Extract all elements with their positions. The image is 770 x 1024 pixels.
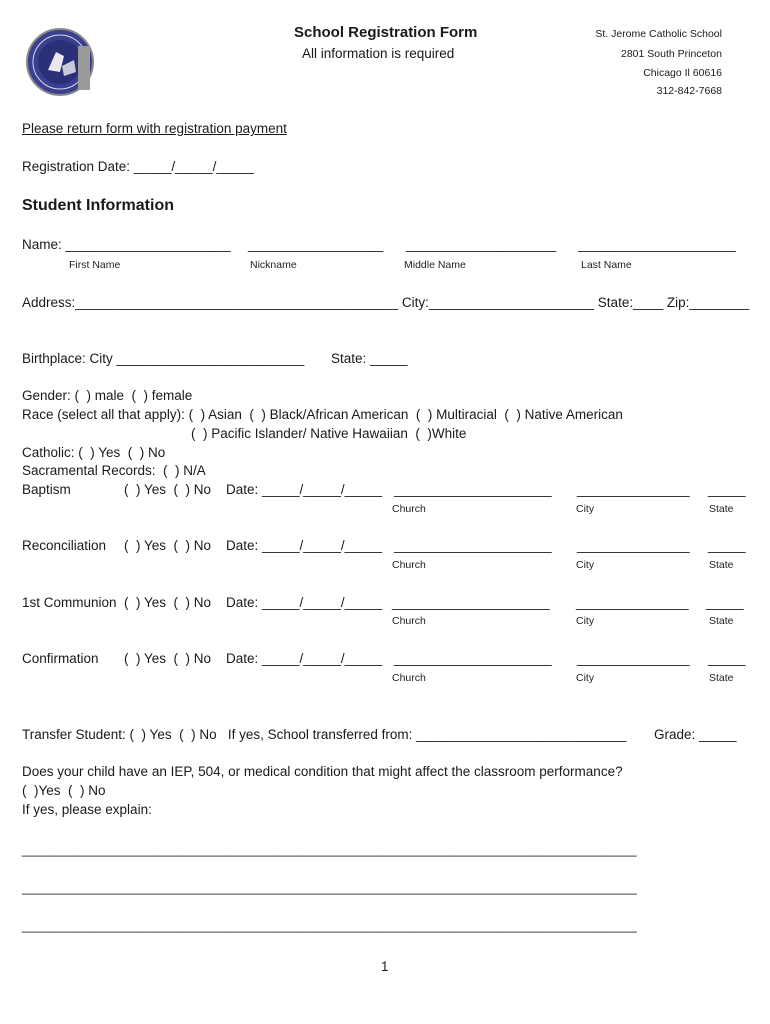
sacrament-church-field[interactable]: _____________________ bbox=[394, 538, 552, 553]
iep-explain-label: If yes, please explain: bbox=[22, 802, 152, 817]
city-caption: City bbox=[576, 672, 595, 684]
sacrament-state-field[interactable]: _____ bbox=[708, 651, 746, 666]
sacrament-name: Reconciliation bbox=[22, 538, 107, 553]
grade-field[interactable]: Grade: _____ bbox=[654, 727, 737, 742]
sacrament-city-field[interactable]: _______________ bbox=[577, 538, 690, 553]
sacrament-church-field[interactable]: _____________________ bbox=[394, 651, 552, 666]
nickname-field[interactable]: __________________ bbox=[248, 237, 384, 252]
nickname-caption: Nickname bbox=[250, 259, 297, 271]
church-caption: Church bbox=[392, 559, 426, 571]
middle-name-field[interactable]: ____________________ bbox=[406, 237, 557, 252]
sacrament-city-field[interactable]: _______________ bbox=[577, 651, 690, 666]
school-seal-logo bbox=[26, 26, 98, 98]
birthplace-state-field[interactable]: State: _____ bbox=[331, 351, 408, 366]
transfer-student-row[interactable]: Transfer Student: ( ) Yes ( ) No If yes, School transferred from: ____________________________ bbox=[22, 727, 627, 742]
sacrament-name: 1st Communion bbox=[22, 595, 117, 610]
sacrament-choices[interactable]: ( ) Yes ( ) No bbox=[124, 538, 212, 553]
form-subtitle: All information is required bbox=[302, 46, 455, 61]
city-caption: City bbox=[576, 559, 595, 571]
sacrament-date-field[interactable]: Date: _____/_____/_____ bbox=[226, 651, 383, 666]
return-note: Please return form with registration payment bbox=[22, 121, 287, 136]
race-options-row1[interactable]: Race (select all that apply): ( ) Asian ( ) Black/African American ( ) Multiracial ( ) Native American bbox=[22, 407, 623, 422]
school-name: St. Jerome Catholic School bbox=[595, 28, 722, 40]
page-number: 1 bbox=[381, 959, 389, 974]
sacrament-state-field[interactable]: _____ bbox=[706, 595, 744, 610]
state-caption: State bbox=[709, 559, 734, 571]
explain-line[interactable]: _____________________________________________________________________________________ bbox=[22, 842, 637, 857]
sacramental-records-options[interactable]: Sacramental Records: ( ) N/A bbox=[22, 463, 206, 478]
birthplace-city-field[interactable]: Birthplace: City _________________________ bbox=[22, 351, 305, 366]
city-caption: City bbox=[576, 615, 595, 627]
sacrament-date-field[interactable]: Date: _____/_____/_____ bbox=[226, 595, 383, 610]
registration-date-field[interactable]: Registration Date: _____/_____/_____ bbox=[22, 159, 254, 174]
student-information-heading: Student Information bbox=[22, 197, 174, 214]
sacrament-name: Baptism bbox=[22, 482, 71, 497]
catholic-options[interactable]: Catholic: ( ) Yes ( ) No bbox=[22, 445, 166, 460]
church-caption: Church bbox=[392, 615, 426, 627]
school-address-line2: Chicago Il 60616 bbox=[643, 67, 722, 79]
church-caption: Church bbox=[392, 672, 426, 684]
state-caption: State bbox=[709, 672, 734, 684]
last-name-caption: Last Name bbox=[581, 259, 632, 271]
sacrament-state-field[interactable]: _____ bbox=[708, 538, 746, 553]
sacrament-choices[interactable]: ( ) Yes ( ) No bbox=[124, 651, 212, 666]
sacrament-date-field[interactable]: Date: _____/_____/_____ bbox=[226, 482, 383, 497]
race-options-row2[interactable]: ( ) Pacific Islander/ Native Hawaiian ( )White bbox=[191, 426, 467, 441]
iep-choices[interactable]: ( )Yes ( ) No bbox=[22, 783, 106, 798]
church-caption: Church bbox=[392, 503, 426, 515]
state-caption: State bbox=[709, 615, 734, 627]
sacrament-choices[interactable]: ( ) Yes ( ) No bbox=[124, 595, 212, 610]
sacrament-church-field[interactable]: _____________________ bbox=[394, 482, 552, 497]
sacrament-date-field[interactable]: Date: _____/_____/_____ bbox=[226, 538, 383, 553]
first-name-field[interactable]: Name: ______________________ bbox=[22, 237, 231, 252]
sacrament-state-field[interactable]: _____ bbox=[708, 482, 746, 497]
school-phone: 312-842-7668 bbox=[656, 85, 722, 97]
school-address-line1: 2801 South Princeton bbox=[621, 48, 722, 60]
form-title: School Registration Form bbox=[294, 24, 478, 41]
address-row[interactable]: Address:___________________________________________ City:______________________ State:____ Zip:________ bbox=[22, 295, 750, 310]
sacrament-name: Confirmation bbox=[22, 651, 99, 666]
city-caption: City bbox=[576, 503, 595, 515]
first-name-caption: First Name bbox=[69, 259, 121, 271]
iep-question: Does your child have an IEP, 504, or medical condition that might affect the classroom performance? bbox=[22, 764, 623, 779]
sacrament-city-field[interactable]: _______________ bbox=[576, 595, 689, 610]
explain-line[interactable]: _____________________________________________________________________________________ bbox=[22, 880, 637, 895]
sacrament-church-field[interactable]: _____________________ bbox=[392, 595, 550, 610]
sacrament-city-field[interactable]: _______________ bbox=[577, 482, 690, 497]
state-caption: State bbox=[709, 503, 734, 515]
last-name-field[interactable]: _____________________ bbox=[578, 237, 736, 252]
gender-options[interactable]: Gender: ( ) male ( ) female bbox=[22, 388, 193, 403]
explain-line[interactable]: _____________________________________________________________________________________ bbox=[22, 918, 637, 933]
middle-name-caption: Middle Name bbox=[404, 259, 466, 271]
sacrament-choices[interactable]: ( ) Yes ( ) No bbox=[124, 482, 212, 497]
